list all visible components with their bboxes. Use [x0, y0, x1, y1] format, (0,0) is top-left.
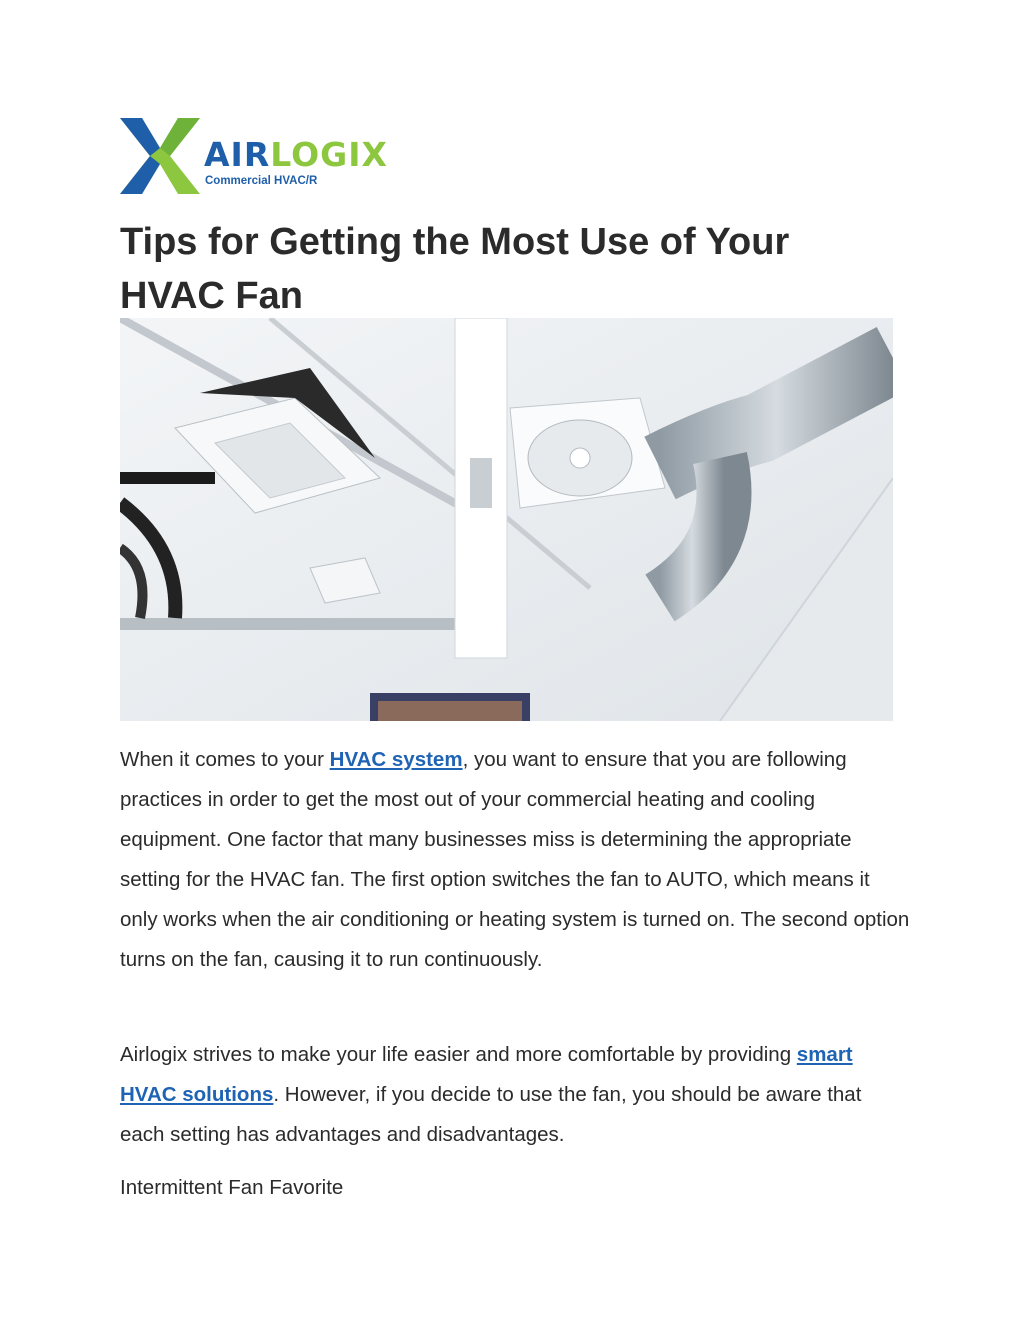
section-subheading: Intermittent Fan Favorite	[120, 1176, 344, 1199]
hvac-ceiling-photo	[120, 318, 893, 721]
intro-paragraph	[120, 740, 910, 980]
intro-text-end: , you want to ensure that you are following practices in order to get the most out of your commercial heating and cooling equipment. One factor that many businesses miss is determining the appropriate setting for the HVAC fan. The first option switches the fan to AUTO, which means it only works when the air conditioning or heating system is turned on. The second option turns on the fan, causing it to run continuously.	[120, 748, 910, 971]
hvac-system-link[interactable]: HVAC system	[329, 748, 463, 771]
solutions-text-end: . However, if you decide to use the fan, you should be aware that each setting has advantages and disadvantages.	[120, 1083, 862, 1146]
logo-wordmark	[204, 135, 388, 174]
solutions-paragraph	[120, 1035, 910, 1155]
smart-hvac-solutions-link[interactable]: smart HVAC solutions	[120, 1043, 853, 1106]
page-title: Tips for Getting the Most Use of Your HVAC Fan	[120, 221, 790, 317]
intro-text-start: When it comes to your	[120, 748, 330, 771]
logo-tagline: Commercial HVAC/R	[205, 175, 318, 187]
logo-word-air: AIR	[204, 135, 271, 174]
airlogix-logo-mark	[120, 118, 200, 194]
logo-word-logix: LOGIX	[270, 135, 388, 174]
airlogix-logo	[120, 118, 388, 194]
solutions-text-start: Airlogix strives to make your life easier and more comfortable by providing	[120, 1043, 797, 1066]
